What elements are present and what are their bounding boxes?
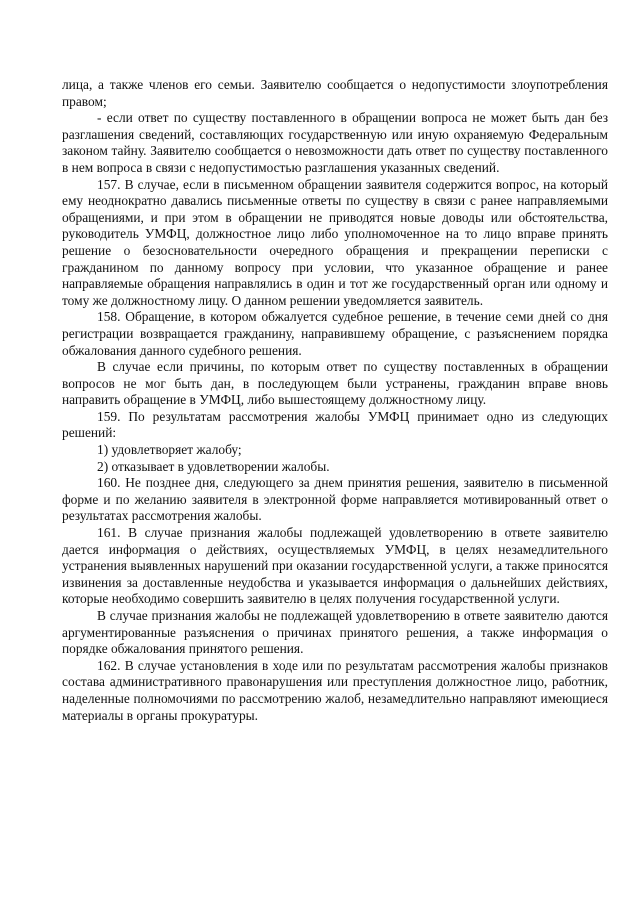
paragraph-159-item-1: 1) удовлетворяет жалобу; xyxy=(97,442,242,458)
paragraph-161-rejected: В случае признания жалобы не подлежащей удовлетворению в ответе заявителю даются аргументированные разъяснения о причинах принятого решения, а также информация о порядке обжалования принятого решения. xyxy=(62,608,608,657)
paragraph-159: 159. По результатам рассмотрения жалобы УМФЦ принимает одно из следующих решений: xyxy=(62,408,608,441)
paragraph-157: 157. В случае, если в письменном обращении заявителя содержится вопрос, на который ему неоднократно давались письменные ответы по существу в связи с ранее направляемыми обращениями, и при этом в обращении не приводятся новые доводы или обстоятельства, руководитель УМФЦ, должностное лицо либо уполномоченное на то лицо вправе принять решение о безосновательности очередного обращения и прекращении переписки с гражданином по данному вопросу при условии, что указанное обращение и ранее направляемые обращения направлялись в один и тот же государственный орган или одному и тому же должностному лицу. О данном решении уведомляется заявитель. xyxy=(62,176,608,308)
paragraph-160: 160. Не позднее дня, следующего за днем принятия решения, заявителю в письменной форме и по желанию заявителя в электронной форме направляется мотивированный ответ о результатах рассмотрения жалобы. xyxy=(62,475,608,524)
paragraph-161: 161. В случае признания жалобы подлежащей удовлетворению в ответе заявителю дается информация о действиях, осуществляемых УМФЦ, в целях незамедлительного устранения выявленных нарушений при оказании государственной услуги, а также приносятся извинения за доставленные неудобства и указывается информация о дальнейших действиях, которые необходимо совершить заявителю в целях получения государственной услуги. xyxy=(62,525,608,607)
paragraph-158-resubmit: В случае если причины, по которым ответ по существу поставленных в обращении вопросов не мог быть дан, в последующем были устранены, гражданин вправе вновь направить обращение в УМФЦ, либо вышестоящему должностному лицу. xyxy=(62,359,608,408)
paragraph-158: 158. Обращение, в котором обжалуется судебное решение, в течение семи дней со дня регистрации возвращается гражданину, направившему обращение, с разъяснением порядка обжалования данного судебного решения. xyxy=(62,309,608,358)
paragraph-162: 162. В случае установления в ходе или по результатам рассмотрения жалобы признаков состава административного правонарушения или преступления должностное лицо, работник, наделенные полномочиями по рассмотрению жалоб, незамедлительно направляют имеющиеся материалы в органы прокуратуры. xyxy=(62,657,608,723)
paragraph-continuation: лица, а также членов его семьи. Заявителю сообщается о недопустимости злоупотребления правом; xyxy=(62,77,608,109)
paragraph-secret-info: - если ответ по существу поставленного в обращении вопроса не может быть дан без разглашения сведений, составляющих государственную или иную охраняемую Федеральным законом тайну. Заявителю сообщается о невозможности дать ответ по существу поставленного в нем вопроса в связи с недопустимостью разглашения указанных сведений. xyxy=(62,110,608,175)
paragraph-159-item-2: 2) отказывает в удовлетворении жалобы. xyxy=(97,458,330,474)
